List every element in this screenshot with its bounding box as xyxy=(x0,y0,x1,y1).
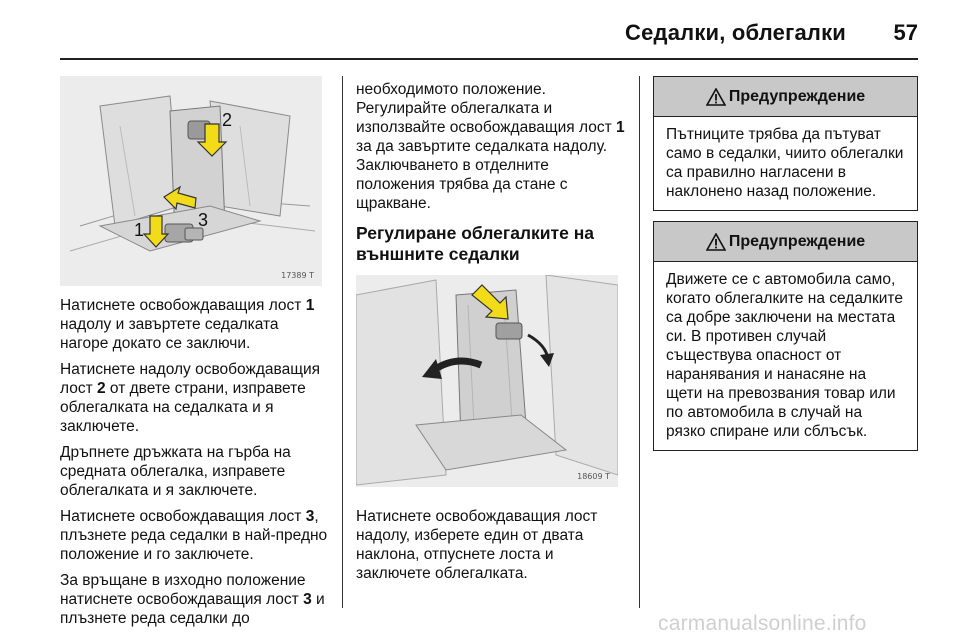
column-divider-2 xyxy=(639,76,640,608)
column-1 xyxy=(60,76,330,635)
figure-code: 18609 T xyxy=(577,472,610,481)
paragraph-lever-3: Натиснете освобождаващия лост 3, плъзнете реда седалки в най-предно положение и го заключете. xyxy=(60,508,328,563)
page-header xyxy=(60,14,918,60)
column-divider-1 xyxy=(342,76,343,608)
warning-text: Движете се с автомобила само, когато облегалките на седалките са добре заключени на местата си. В противен случай съществува опасност от наранявания и нанасяне на щети на превозвания товар или по автомобила в случай на рязко спиране или сблъсък. xyxy=(666,271,903,440)
figure-code: 17389 T xyxy=(281,271,314,280)
paragraph-return: За връщане в изходно положение натиснете освобождаващия лост 3 и плъзнете реда седалки до xyxy=(60,572,325,627)
callout-3: 3 xyxy=(198,210,209,230)
outer-seat-illustration xyxy=(356,275,618,487)
page-title: Седалки, облегалки xyxy=(625,20,846,45)
paragraph-outer-seat: Натиснете освобождаващия лост надолу, изберете един от двата наклона, отпуснете лоста и заключете облегалката. xyxy=(356,508,598,582)
column-2 xyxy=(356,76,626,590)
warning-box-1 xyxy=(653,76,918,211)
paragraph-center-backrest: Дръпнете дръжката на гърба на средната облегалка, изправете облегалката и я заключете. xyxy=(60,444,291,499)
warning-header xyxy=(654,222,917,262)
warning-title: Предупреждение xyxy=(728,87,866,105)
warning-title: Предупреждение xyxy=(728,232,866,250)
rear-seat-drawing xyxy=(60,76,322,286)
callout-1: 1 xyxy=(134,220,145,240)
warning-header xyxy=(654,77,917,117)
header-rule xyxy=(60,58,918,60)
warning-text: Пътниците трябва да пътуват само в седалки, чиито облегалки са правилно нагласени в наклонено назад положение. xyxy=(666,126,904,200)
page-number: 57 xyxy=(893,20,918,45)
warning-triangle-icon xyxy=(706,233,726,251)
paragraph-lever-2: Натиснете надолу освобождаващия лост 2 от двете страни, изправете облегалката на седалката и я заключете. xyxy=(60,361,320,435)
column-3 xyxy=(653,76,918,461)
section-heading: Регулиране облегалките на външните седалки xyxy=(356,223,595,264)
warning-box-2 xyxy=(653,221,918,451)
paragraph-continue: необходимото положение. Регулирайте облегалката и използвайте освобождаващия лост 1 за да завъртите седалката надолу. Заключването в отделните положения трябва да стане с щракване. xyxy=(356,81,625,212)
warning-triangle-icon xyxy=(706,88,726,106)
paragraph-lever-1: Натиснете освобождаващия лост 1 надолу и завъртете седалката нагоре докато се заключи. xyxy=(60,297,315,352)
callout-2: 2 xyxy=(222,110,233,130)
rear-seat-illustration xyxy=(60,76,322,286)
outer-seat-drawing xyxy=(356,275,618,487)
watermark: carmanualsonline.info xyxy=(658,612,867,635)
